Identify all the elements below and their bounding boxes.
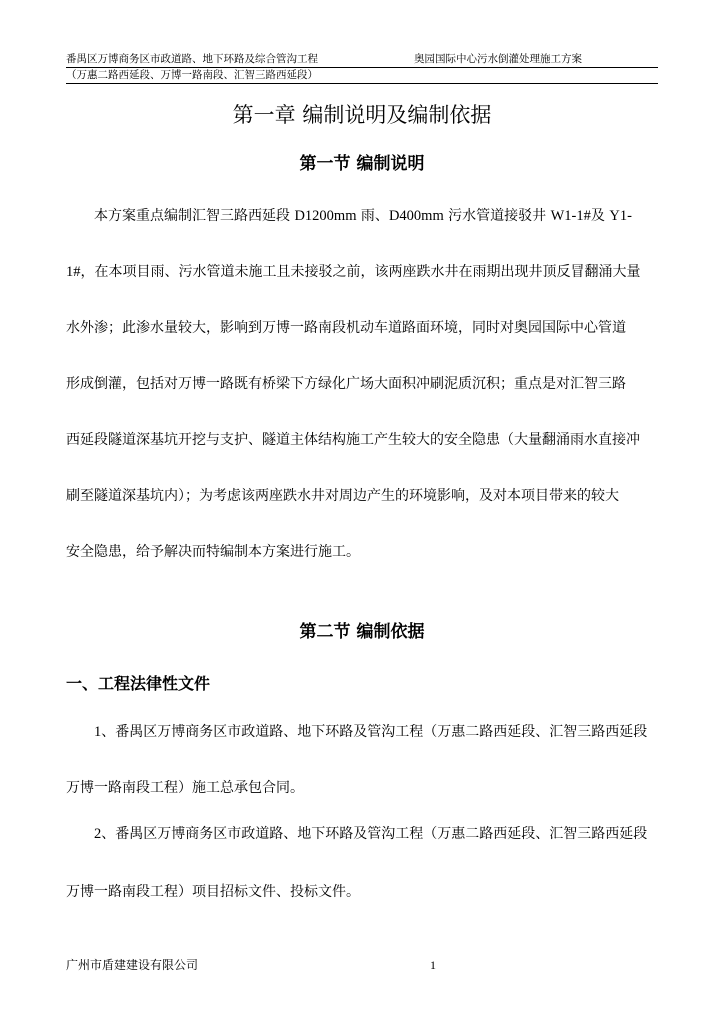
subheading-legal-documents: 一、工程法律性文件 [66,674,211,693]
chapter-title: 第一章 编制说明及编制依据 [232,103,492,127]
paragraph-line: 水外渗；此渗水量较大，影响到万博一路南段机动车道路面环境，同时对奥园国际中心管道 [66,320,626,336]
header-doc-title: 奥园国际中心污水倒灌处理施工方案 [414,53,582,65]
page-header [66,50,658,68]
header-divider-bottom [66,83,658,84]
list-item-continuation: 万博一路南段工程）施工总承包合同。 [66,780,304,796]
paragraph-line: 西延段隧道深基坑开挖与支护、隧道主体结构施工产生较大的安全隐患（大量翻涌雨水直接冲 [66,432,640,448]
paragraph-line: 本方案重点编制汇智三路西延段 D1200mm 雨、D400mm 污水管道接驳井 W1-1#及 Y1- [94,208,632,224]
section-title-2: 第二节 编制依据 [299,622,425,642]
header-project-title: 番禺区万博商务区市政道路、地下环路及综合管沟工程 [66,53,318,65]
paragraph-line: 1#，在本项目雨、污水管道未施工且未接驳之前，该两座跌水井在雨期出现井顶反冒翻涌大量 [66,264,641,280]
paragraph-line: 刷至隧道深基坑内）；为考虑该两座跌水井对周边产生的环境影响，及对本项目带来的较大 [66,488,619,504]
paragraph-line: 形成倒灌，包括对万博一路既有桥梁下方绿化广场大面积冲刷泥质沉积；重点是对汇智三路 [66,376,626,392]
footer-company: 广州市盾建建设有限公司 [66,958,199,972]
section-title-1: 第一节 编制说明 [299,154,425,174]
list-item: 1、番禺区万博商务区市政道路、地下环路及管沟工程（万惠二路西延段、汇智三路西延段 [94,724,648,740]
header-project-subtitle: （万惠二路西延段、万博一路南段、汇智三路西延段） [66,69,318,81]
list-item-continuation: 万博一路南段工程）项目招标文件、投标文件。 [66,884,360,900]
list-item: 2、番禺区万博商务区市政道路、地下环路及管沟工程（万惠二路西延段、汇智三路西延段 [94,826,648,842]
footer-page-number: 1 [430,958,436,972]
paragraph-line: 安全隐患，给予解决而特编制本方案进行施工。 [66,544,360,560]
